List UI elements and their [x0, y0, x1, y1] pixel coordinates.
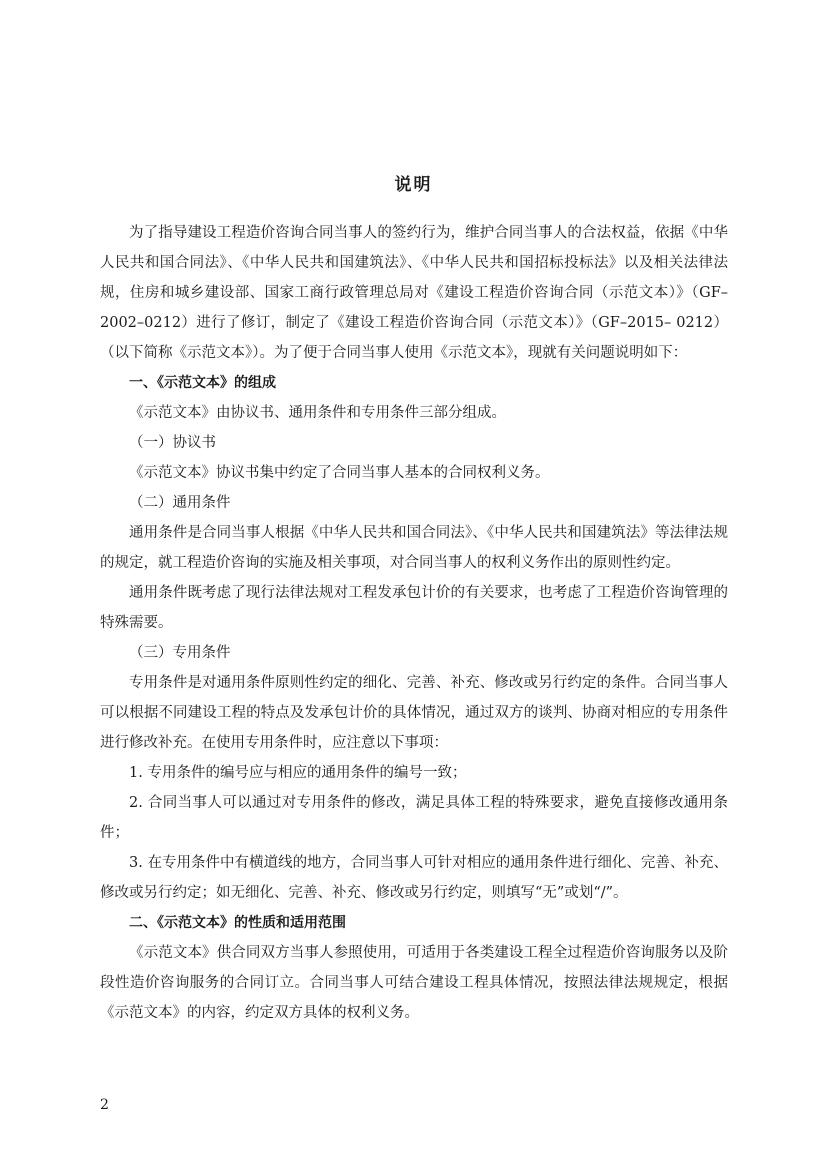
subheading-agreement: （一）协议书 [129, 435, 216, 451]
paragraph-general-conditions-1: 通用条件是合同当事人根据《中华人民共和国合同法》、《中华人民共和国建筑法》等法律法规的规定，就工程造价咨询的实施及相关事项，对合同当事人的权利义务作出的原则性约定。 [100, 525, 728, 571]
paragraph-scope: 《示范文本》供合同双方当事人参照使用，可适用于各类建设工程全过程造价咨询服务以及阶段性造价咨询服务的合同订立。合同当事人可结合建设工程具体情况，按照法律法规规定，根据《示范文本》的内容，约定双方具体的权利义务。 [100, 945, 728, 1021]
list-item-3: 3. 在专用条件中有横道线的地方，合同当事人可针对相应的通用条件进行细化、完善、补充、修改或另行约定；如无细化、完善、补充、修改或另行约定，则填写“无”或划“/”。 [100, 855, 728, 901]
paragraph-composition: 《示范文本》由协议书、通用条件和专用条件三部分组成。 [129, 405, 506, 421]
page-title: 说明 [394, 175, 433, 195]
page-number: 2 [100, 1097, 109, 1113]
section-heading-composition: 一、《示范文本》的组成 [129, 375, 276, 391]
subheading-general-conditions: （二）通用条件 [129, 495, 231, 511]
intro-paragraph: 为了指导建设工程造价咨询合同当事人的签约行为，维护合同当事人的合法权益，依据《中华人民共和国合同法》、《中华人民共和国建筑法》、《中华人民共和国招标投标法》以及相关法律法规，住房和城乡建设部、国家工商行政管理总局对《建设工程造价咨询合同（示范文本）》（GF–2002–0212）进行了修订，制定了《建设工程造价咨询合同（示范文本）》（GF–2015– 0212）（以下简称《示范文本》）。为了便于合同当事人使用《示范文本》，现就有关问题说明如下： [100, 225, 728, 361]
paragraph-agreement: 《示范文本》协议书集中约定了合同当事人基本的合同权利义务。 [129, 465, 550, 481]
document-body [100, 218, 728, 1028]
paragraph-general-conditions-2: 通用条件既考虑了现行法律法规对工程发承包计价的有关要求，也考虑了工程造价咨询管理的特殊需要。 [100, 585, 728, 631]
list-item-1: 1. 专用条件的编号应与相应的通用条件的编号一致； [129, 765, 467, 781]
list-item-2: 2. 合同当事人可以通过对专用条件的修改，满足具体工程的特殊要求，避免直接修改通用条件； [100, 795, 728, 841]
subheading-special-conditions: （三）专用条件 [129, 645, 231, 661]
section-heading-scope: 二、《示范文本》的性质和适用范围 [129, 915, 346, 931]
paragraph-special-conditions: 专用条件是对通用条件原则性约定的细化、完善、补充、修改或另行约定的条件。合同当事人可以根据不同建设工程的特点及发承包计价的具体情况，通过双方的谈判、协商对相应的专用条件进行修改补充。在使用专用条件时，应注意以下事项： [100, 675, 728, 751]
